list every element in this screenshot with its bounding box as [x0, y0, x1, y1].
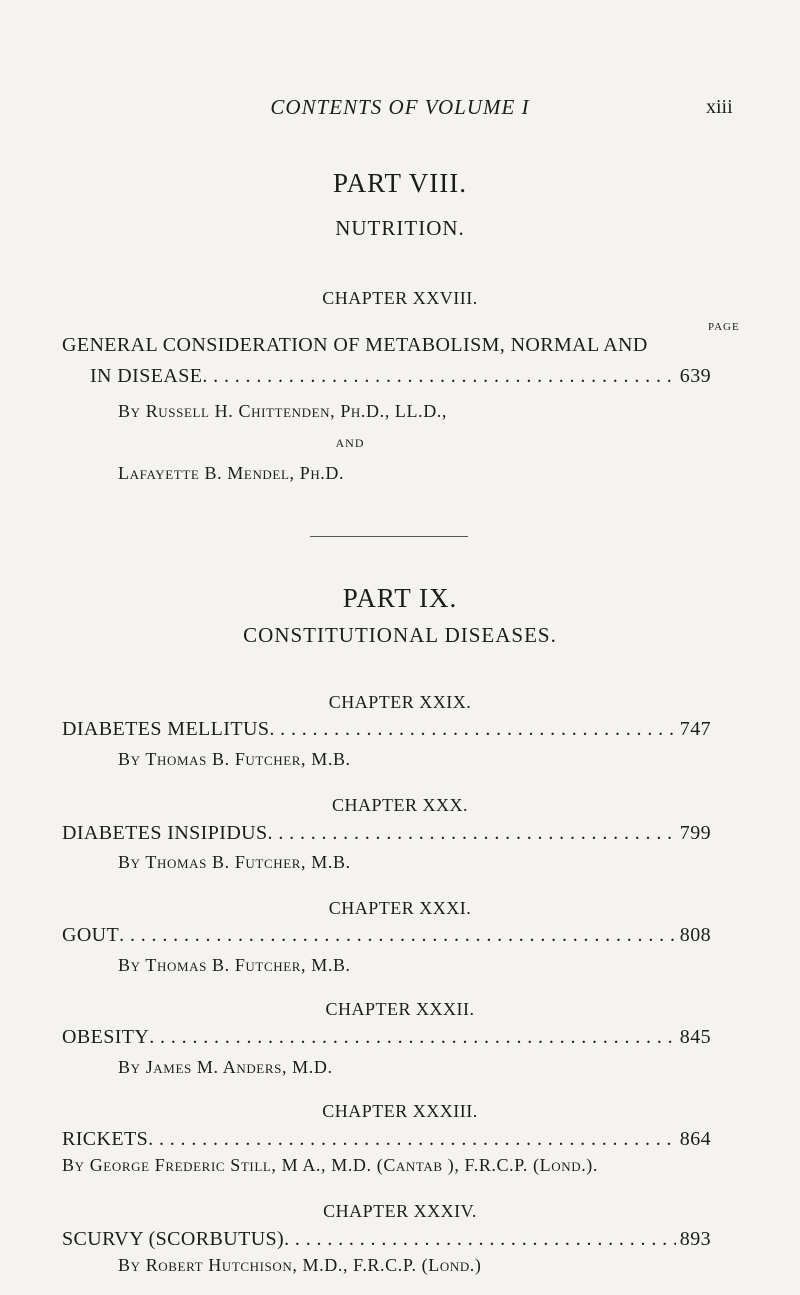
chapter-title-continued: IN DISEASE — [90, 365, 203, 387]
dot-leader — [149, 1026, 676, 1049]
entry-page-number: 893 — [679, 1227, 711, 1250]
part-title: PART VIII. — [333, 168, 467, 198]
toc-entry — [90, 365, 711, 388]
dot-leader — [148, 1128, 676, 1151]
divider-rule — [310, 536, 468, 537]
chapter-title: OBESITY — [62, 1025, 150, 1048]
chapter-author: By Thomas B. Futcher, M.B. — [118, 852, 351, 873]
chapter-heading: CHAPTER XXXIII. — [322, 1101, 478, 1122]
chapter-author: By James M. Anders, M.D. — [118, 1056, 333, 1077]
dot-leader — [119, 924, 676, 947]
chapter-title: SCURVY (SCORBUTUS) — [62, 1227, 285, 1250]
toc-entry — [62, 1026, 711, 1049]
toc-entry — [62, 1128, 711, 1151]
chapter-author: Lafayette B. Mendel, Ph.D. — [118, 463, 345, 483]
chapter-author: By Robert Hutchison, M.D., F.R.C.P. (Lond.) — [118, 1255, 482, 1275]
entry-page-number: 747 — [679, 718, 711, 741]
chapter-heading: CHAPTER XXXI. — [328, 897, 472, 918]
chapter-heading: CHAPTER XXVIII. — [322, 288, 478, 308]
dot-leader — [202, 365, 675, 388]
chapter-heading: CHAPTER XXX. — [331, 795, 468, 816]
dot-leader — [269, 718, 675, 741]
chapter-title: RICKETS — [62, 1127, 149, 1150]
running-title: CONTENTS OF VOLUME I — [270, 95, 530, 119]
entry-page-number: 808 — [679, 924, 711, 947]
chapter-author: By Thomas B. Futcher, M.B. — [118, 954, 351, 975]
chapter-title: GENERAL CONSIDERATION OF METABOLISM, NORMAL AND — [62, 334, 648, 356]
page-column-label: PAGE — [708, 321, 740, 333]
chapter-heading: CHAPTER XXXIV. — [323, 1201, 477, 1222]
chapter-heading: CHAPTER XXIX. — [328, 691, 472, 712]
chapter-author: By Russell H. Chittenden, Ph.D., LL.D., — [118, 401, 448, 421]
toc-entry — [62, 1228, 711, 1251]
dot-leader — [284, 1228, 676, 1251]
toc-entry — [62, 718, 711, 741]
chapter-title: DIABETES MELLITUS — [62, 718, 270, 741]
chapter-title: GOUT — [62, 924, 120, 947]
page-number: xiii — [706, 96, 733, 118]
chapter-title: DIABETES INSIPIDUS — [62, 821, 268, 844]
author-connector: AND — [335, 436, 365, 450]
dot-leader — [268, 822, 676, 845]
part-subtitle: CONSTITUTIONAL DISEASES. — [243, 623, 557, 648]
entry-page-number: 845 — [679, 1025, 711, 1048]
toc-entry — [62, 924, 711, 947]
toc-entry — [62, 822, 711, 845]
entry-page-number: 639 — [679, 365, 711, 387]
chapter-author: By Thomas B. Futcher, M.B. — [118, 748, 351, 769]
part-title: PART IX. — [342, 583, 458, 613]
chapter-author: By George Frederic Still, M A., M.D. (Cantab ), F.R.C.P. (Lond.). — [62, 1154, 598, 1175]
chapter-heading: CHAPTER XXXII. — [325, 999, 475, 1020]
entry-page-number: 864 — [679, 1127, 711, 1150]
entry-page-number: 799 — [679, 821, 711, 844]
part-subtitle: NUTRITION. — [335, 216, 465, 240]
